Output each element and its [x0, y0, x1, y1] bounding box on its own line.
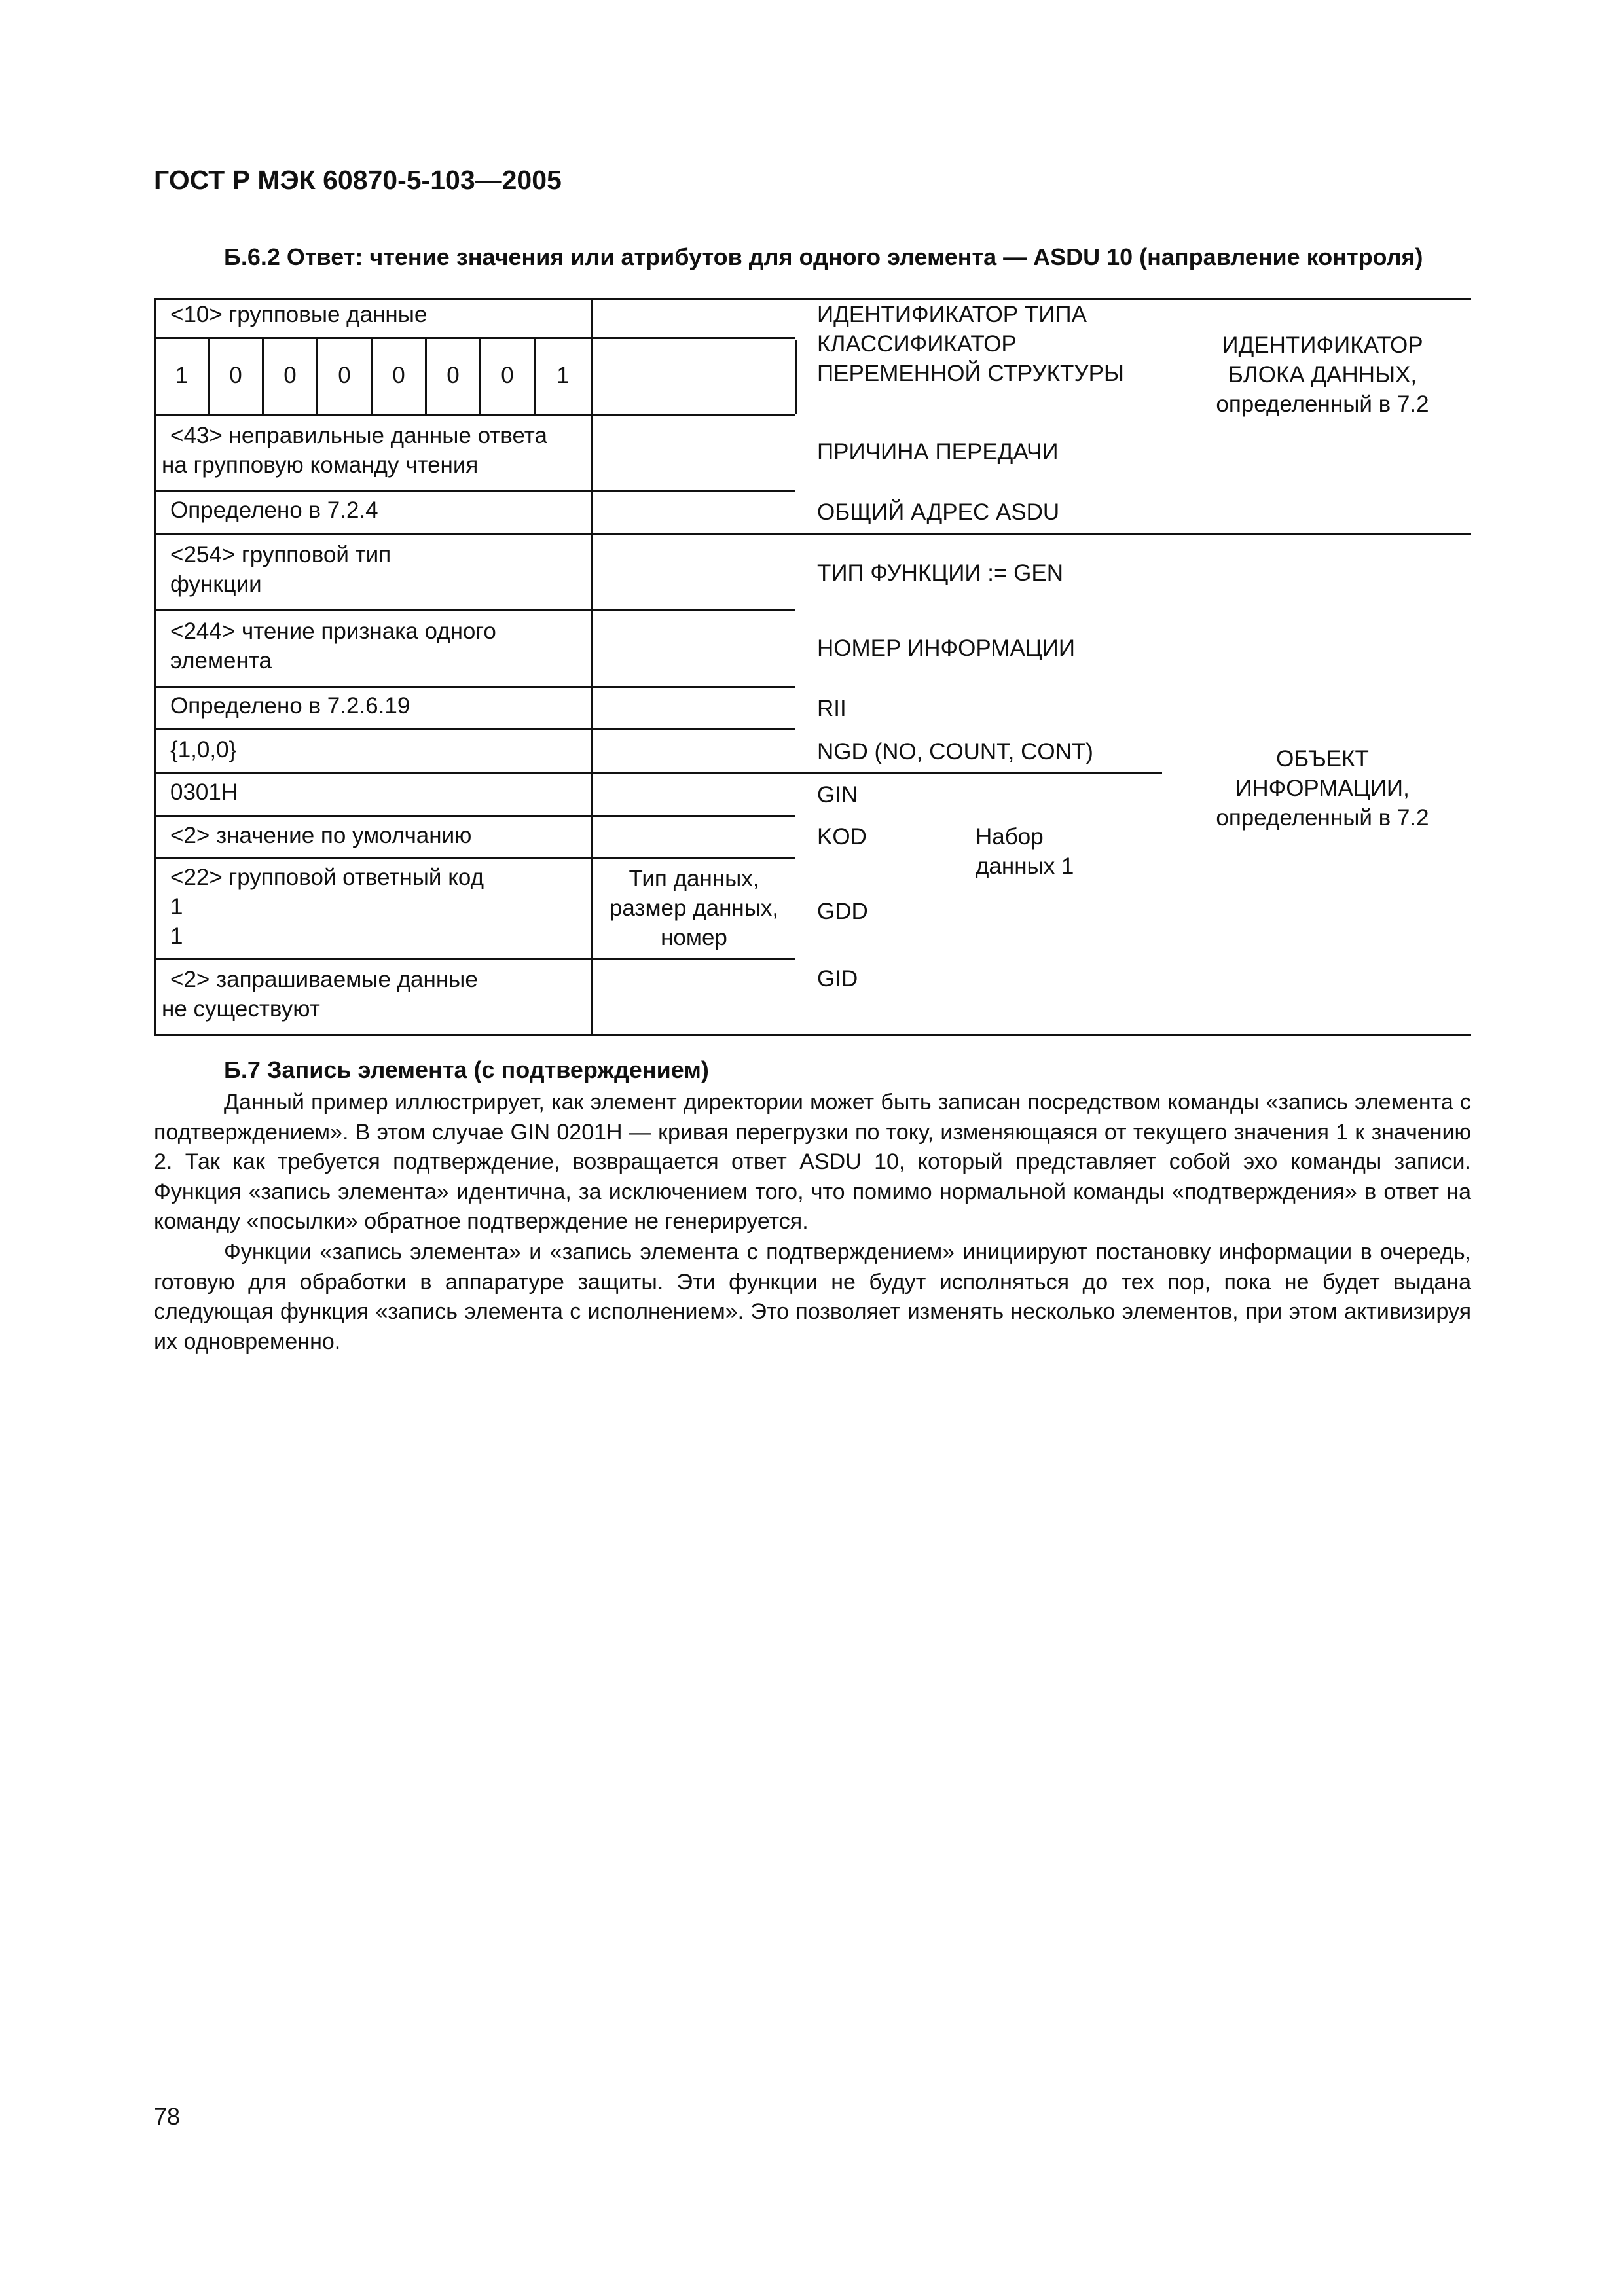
bit-value: 1: [175, 363, 189, 388]
cell-function-type: функции: [170, 571, 262, 597]
table-border: [154, 490, 795, 492]
field-kod: KOD: [817, 824, 867, 850]
table-border: [795, 340, 797, 414]
field-gid: GID: [817, 966, 858, 992]
cell-read-attribute: <244> чтение признака одного: [170, 619, 496, 644]
cell-response-code: 1: [170, 924, 183, 949]
table-border: [154, 857, 795, 859]
document-header: ГОСТ Р МЭК 60870-5-103—2005: [154, 165, 562, 195]
paragraph: Данный пример иллюстрирует, как элемент директории может быть записан посредством команды «запись элемента с подтверждением». В этом случае GIN 0201H — кривая перегрузки по току, изменяющаяся от текущего значения 1 к значению 2. Так как требуется подтверждение, возвращается ответ ASDU 10, который представляет собой эхо команды записи. Функция «запись элемента» идентична, за исключением того, что помимо нормальной команды «подтверждения» в ответ на команду «посылки» обратное подтверждение не генерируется.: [154, 1090, 1471, 1234]
field-common-address: ОБЩИЙ АДРЕС ASDU: [817, 499, 1060, 525]
block-info-object: ИНФОРМАЦИИ,: [1235, 776, 1410, 801]
table-border: [154, 609, 795, 611]
cell-read-attribute: элемента: [170, 648, 272, 673]
cell-function-type: <254> групповой тип: [170, 542, 392, 567]
block-data-unit-id: определенный в 7.2: [1216, 391, 1429, 417]
page-number: 78: [154, 2103, 181, 2130]
block-info-object: определенный в 7.2: [1216, 805, 1429, 831]
bit-value: 0: [392, 363, 405, 388]
block-data-unit-id: ИДЕНТИФИКАТОР: [1222, 332, 1423, 358]
section-title: Б.7 Запись элемента (с подтверждением): [224, 1056, 709, 1083]
table-border: [154, 533, 1471, 535]
table-border: [154, 815, 795, 817]
cell-invalid-response: <43> неправильные данные ответа: [170, 423, 547, 448]
paragraph: Функции «запись элемента» и «запись элемента с подтверждением» инициируют постановку информации в очередь, готовую для обработки в аппаратуре защиты. Эти функции не будут исполняться до тех пор, пока не будет выдана следующая функция «запись элемента с исполнением». Это позволяет изменять несколько элементов, при этом активизируя их одновременно.: [154, 1240, 1471, 1354]
field-vsq: КЛАССИФИКАТОР: [817, 331, 1017, 357]
table-border: [154, 298, 156, 1036]
field-dataset: данных 1: [976, 853, 1074, 879]
cell-response-code: <22> групповой ответный код: [170, 865, 484, 890]
cell-response-code: 1: [170, 894, 183, 920]
table-border: [154, 728, 795, 730]
field-gin: GIN: [817, 782, 858, 808]
bit-value: 0: [501, 363, 514, 388]
cell-data-type: Тип данных,: [629, 866, 759, 891]
field-dataset: Набор: [976, 824, 1044, 850]
field-rii: RII: [817, 696, 847, 721]
cell-gin-value: 0301H: [170, 780, 238, 805]
table-border: [154, 958, 795, 960]
field-vsq: ПЕРЕМЕННОЙ СТРУКТУРЫ: [817, 361, 1124, 386]
field-function-type: ТИП ФУНКЦИИ := GEN: [817, 560, 1064, 586]
bit-value: 0: [338, 363, 351, 388]
block-info-object: ОБЪЕКТ: [1276, 746, 1369, 772]
cell-invalid-response: на групповую команду чтения: [162, 452, 479, 478]
table-border: [154, 414, 795, 416]
bit-value: 0: [283, 363, 297, 388]
bit-value: 0: [447, 363, 460, 388]
cell-group-data: <10> групповые данные: [170, 302, 428, 327]
table-border: [154, 1034, 1471, 1036]
table-caption: Б.6.2 Ответ: чтение значения или атрибутов для одного элемента — ASDU 10 (направление контроля): [224, 243, 1423, 270]
bit-value: 1: [556, 363, 570, 388]
table-border: [154, 686, 795, 688]
field-ngd: NGD (NO, COUNT, CONT): [817, 739, 1093, 764]
block-data-unit-id: БЛОКА ДАННЫХ,: [1228, 362, 1417, 387]
cell-defined-72619: Определено в 7.2.6.19: [170, 693, 410, 719]
cell-ngd-value: {1,0,0}: [170, 737, 237, 762]
table-border: [154, 772, 1162, 774]
cell-no-data: не существуют: [162, 996, 320, 1022]
cell-no-data: <2> запрашиваемые данные: [170, 967, 478, 992]
field-info-number: НОМЕР ИНФОРМАЦИИ: [817, 636, 1075, 661]
bit-value: 0: [229, 363, 242, 388]
cell-data-type: номер: [661, 925, 727, 950]
field-gdd: GDD: [817, 899, 868, 924]
cell-data-type: размер данных,: [609, 895, 779, 921]
field-cot: ПРИЧИНА ПЕРЕДАЧИ: [817, 439, 1059, 465]
cell-kod-value: <2> значение по умолчанию: [170, 823, 472, 848]
table-border: [154, 337, 795, 339]
field-type-id: ИДЕНТИФИКАТОР ТИПА: [817, 302, 1087, 327]
cell-defined-724: Определено в 7.2.4: [170, 497, 378, 523]
